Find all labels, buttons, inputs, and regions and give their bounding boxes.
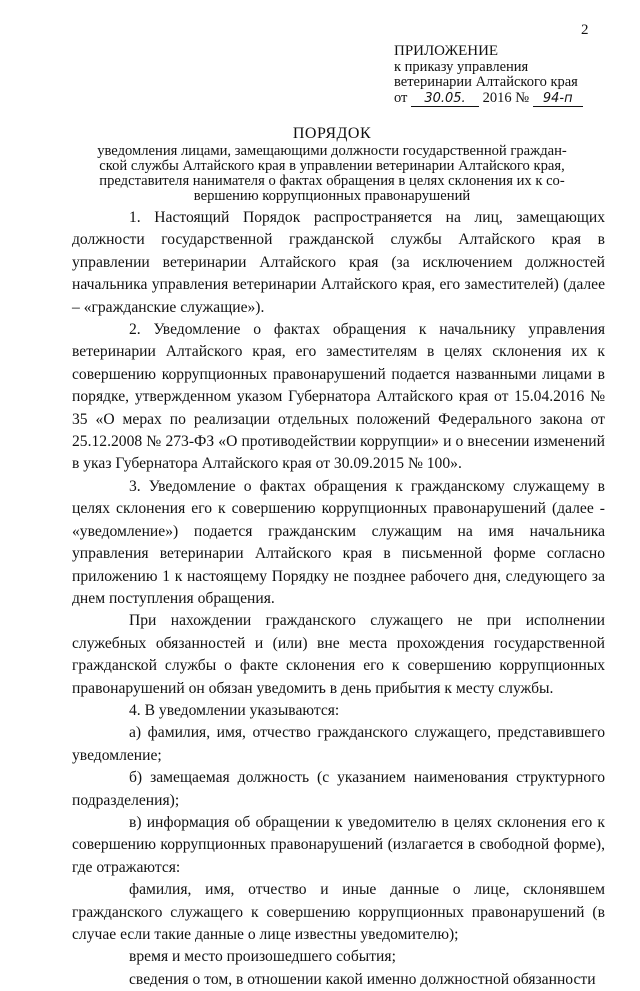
document-body: [72, 207, 605, 991]
appendix-heading: ПРИЛОЖЕНИЕ: [394, 43, 499, 59]
document-title: ПОРЯДОК: [292, 125, 372, 142]
from-prefix: от: [394, 89, 408, 106]
appendix-block: [394, 44, 583, 107]
subtitle-line: представителя нанимателя о фактах обращения в целях склонения их к со-: [99, 173, 565, 189]
title-block: [72, 125, 592, 204]
appendix-line-2: ветеринарии Алтайского края: [394, 74, 578, 90]
paragraph-3-note: При нахождении гражданского служащего не при исполнении служебных обязанностей и (или) вне места прохождения государственной гражданской службы о факте склонения его к совершению коррупционных правонарушений он обязан уведомить в день прибытия к месту службы.: [72, 612, 605, 697]
page-number: 2: [581, 22, 589, 38]
handwritten-number: 94-п: [533, 91, 583, 108]
appendix-date-line: [394, 91, 583, 108]
paragraph-2: 2. Уведомление о фактах обращения к начальнику управления ветеринарии Алтайского края, его заместителям в целях склонения их к совершению коррупционных правонарушений подается названными лицами в порядке, утвержденном указом Губернатора Алтайского края от 15.04.2016 № 35 «О мерах по реализации отдельных положений Федерального закона от 25.12.2008 № 273-ФЗ «О противодействии коррупции» и о внесении изменений в указ Губернатора Алтайского края от 30.09.2015 № 100».: [72, 321, 605, 473]
item-v-detail-3: сведения о том, в отношении какой именно должностной обязанности: [129, 970, 596, 988]
year-text: 2016 №: [482, 89, 530, 106]
item-v-detail-2: время и место произошедшего события;: [129, 948, 396, 966]
paragraph-3: 3. Уведомление о фактах обращения к гражданскому служащему в целях склонения его к совершению коррупционных правонарушений (далее - «уведомление») подается гражданским служащим на имя начальника управления ветеринарии Алтайского края в письменной форме согласно приложению 1 к настоящему Порядку не позднее рабочего дня, следующего за днем поступления обращения.: [72, 477, 605, 607]
item-a: а) фамилия, имя, отчество гражданского служащего, представившего уведомление;: [72, 724, 605, 764]
subtitle-line: ской службы Алтайского края в управлении ветеринарии Алтайского края,: [99, 158, 565, 174]
item-b: б) замещаемая должность (с указанием наименования структурного подразделения);: [72, 769, 605, 809]
appendix-line-1: к приказу управления: [394, 58, 529, 75]
handwritten-date: 30.05.: [411, 91, 479, 108]
subtitle-line: вершению коррупционных правонарушений: [193, 188, 471, 204]
item-v-detail-1: фамилия, имя, отчество и иные данные о лице, склонявшем гражданского служащего к совершению коррупционных правонарушений (в случае если такие данные о лице известны уведомителю);: [72, 881, 605, 943]
paragraph-4: 4. В уведомлении указываются:: [129, 701, 340, 719]
paragraph-1: 1. Настоящий Порядок распространяется на лиц, замещающих должности государственной гражданской службы Алтайского края в управлении ветеринарии Алтайского края (за исключением должностей начальника управления ветеринарии Алтайского края, его заместителей) (далее – «гражданские служащие»).: [72, 209, 605, 316]
item-v: в) информация об обращении к уведомителю в целях склонения его к совершению коррупционных правонарушений (излагается в свободной форме), где отражаются:: [72, 813, 605, 876]
document-subtitle: [72, 144, 592, 204]
subtitle-line: уведомления лицами, замещающими должности государственной граждан-: [97, 143, 567, 159]
